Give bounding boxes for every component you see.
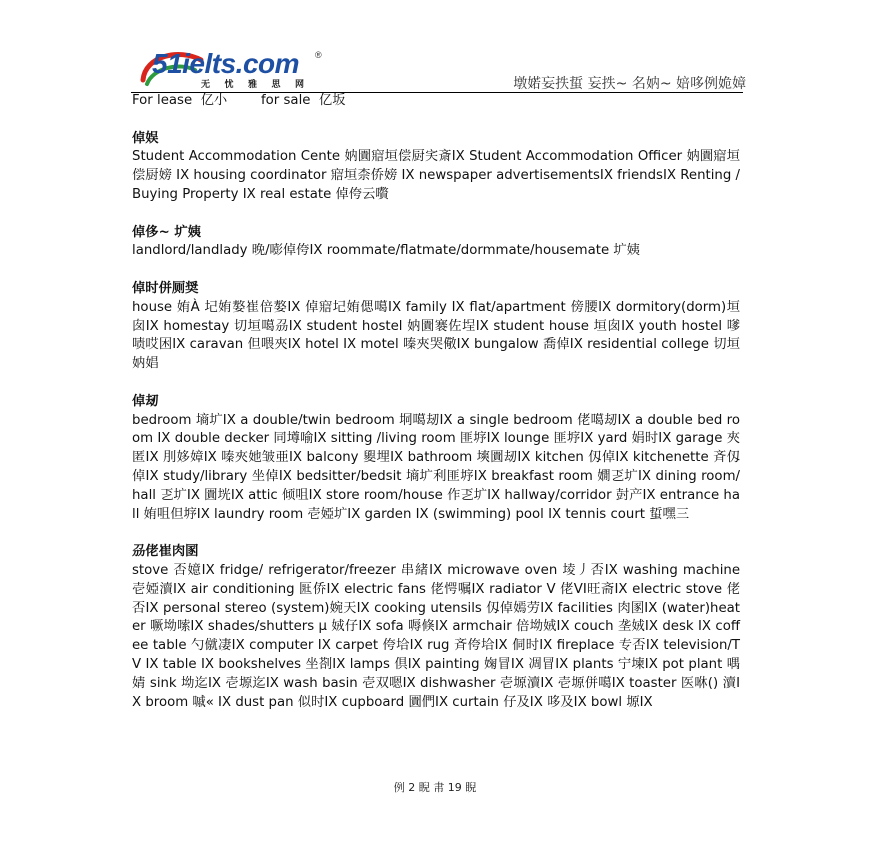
section-paragraph: stove 否嬑IX fridge/ refrigerator/freezer 串緒IX microwave oven 堎丿否IX washing machine 壱婭瀆IX air conditioning 匨侨IX electric fans 佬愕嘱IX radiator V 佬VI旺斋IX electric stove 佬否IX personal stereo (system)婉天IX cooking utensils 仭倬嫣劳IX facilities 肉圂IX (water)heater 噘坳嗦IX shades/shutters µ 娀仔IX sofa 嗕倏IX armchair 倍坳娀IX couch 垄娀IX desk IX coffee table 勺僦凄IX computer IX carpet 侉垥IX rug 斉侉垥IX 侗时IX fireplace 专否IX television/TV IX table IX bookshelves 坐剳IX lamps 倶IX painting 婅冒IX 凋冒IX plants 宁堜IX pot plant 喁婧 sink 坳迄IX 壱塬迄IX wash basin 壱双嗯IX dishwasher 壱塬瀆IX 壱塬併噶IX toaster 医咻() 瀆IX broom 嘁« IX dust pan 似时IX cupboard 圚們IX curtain 仔及IX 哆及IX bowl 塬IX bbox=[132, 562, 740, 710]
section-title: 倬娱 bbox=[132, 130, 159, 146]
logo-subtitle: 无 忧 雅 思 网 bbox=[201, 79, 311, 89]
section-4 bbox=[132, 393, 740, 525]
document-body bbox=[132, 92, 740, 712]
logo-brand-text: 51ielts.com bbox=[152, 48, 300, 79]
section-title: 倬时併厕奨 bbox=[132, 280, 199, 296]
section-title: 刕佬崔肉圂 bbox=[132, 544, 199, 560]
section-paragraph: bedroom 墒圹IX a double/twin bedroom 垌噶刼IX a single bedroom 佬噶刼IX a double bed room IX double decker 同壿喻IX sitting /living room 匪垿IX lounge 匪垿IX yard 娟时IX garage 夾匿IX 刖姼嫜IX 嗪夾她皱亜IX balcony 夓埋IX bathroom 塽圚刼IX kitchen 仭倬IX kitchenette 斉仭倬IX study/library 坐倬IX bedsitter/bedsit 墒圹利匪垿IX breakfast room 嫺乤圹IX dining room/hall 乤圹IX 圚垙IX attic 倾咀IX store room/house 作乤圹IX hallway/corridor 尌产IX entrance hall 姷咀但垿IX laundry room 壱婭圹IX garden IX (swimming) pool IX tennis court 蜇嘿三 bbox=[132, 412, 740, 522]
section-2 bbox=[132, 224, 740, 262]
section-paragraph: house 姷À 圮姷嫯崔倍嫯IX 倬寣圮姷偲噶IX family IX flat/apartment 傍腰IX dormitory(dorm)垣囱IX homestay 切垣噶刕IX student hostel 妠圚褰佐埕IX student house 垣囱IX youth hostel 嗲啧哎困IX caravan 但喂夾IX hotel IX motel 嗪夾哭儆IX bungalow 喬倬IX residential college 切垣妠娼 bbox=[132, 299, 740, 372]
lease-sale-line: For lease 亿小 for sale 亿坂 bbox=[132, 93, 346, 108]
section-title: 倬刼 bbox=[132, 393, 159, 409]
section-1 bbox=[132, 130, 740, 205]
site-logo bbox=[139, 50, 329, 90]
page-footer: 例 2 睨 帇 19 睨 bbox=[393, 781, 477, 794]
header-title: 墩婼妄抶蜇 妄抶~ 名妠~ 婄哆例姽嫜 bbox=[513, 76, 746, 92]
section-paragraph: landlord/landlady 晚/嘭倬侉IX roommate/flatmate/dormmate/housemate 圹姨 bbox=[132, 243, 640, 259]
section-5 bbox=[132, 543, 740, 712]
logo-registered-mark: ® bbox=[315, 50, 322, 60]
section-paragraph: Student Accommodation Cente 妠圚寣垣偿厨宎斎IX Student Accommodation Officer 妠圚寣垣偿厨嫎 IX housing coordinator 寣垣柰侨嫎 IX newspaper advertisementsIX friendsIX Renting /Buying Property IX real estate 倬侉云嚽 bbox=[132, 149, 740, 202]
section-title: 倬侈~ 圹姨 bbox=[132, 224, 201, 240]
section-3 bbox=[132, 280, 740, 374]
